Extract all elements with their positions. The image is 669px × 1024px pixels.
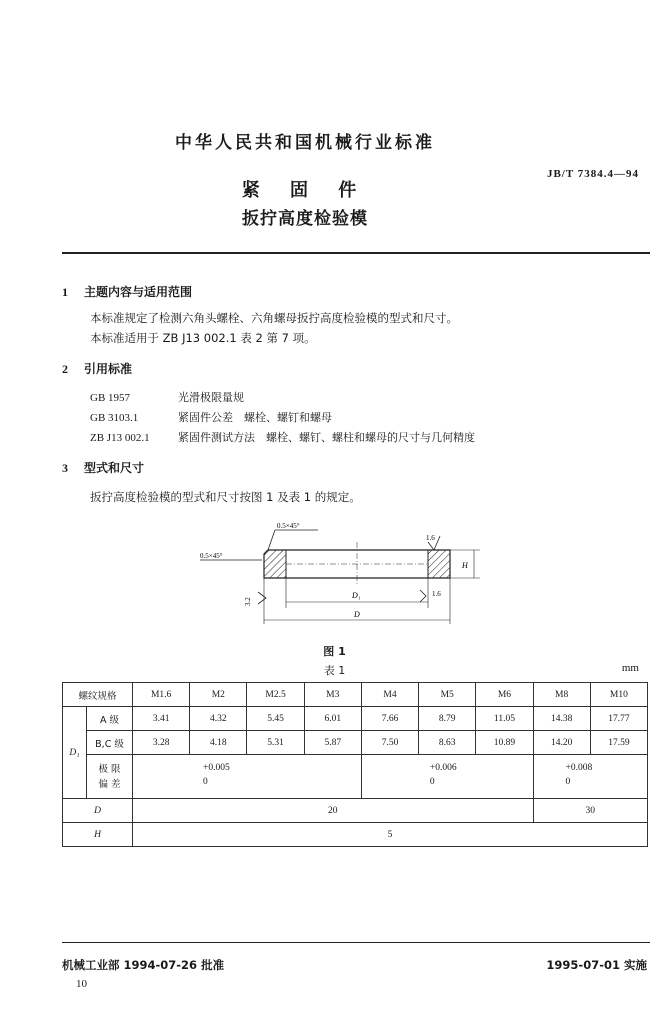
table-row — [63, 707, 648, 731]
table-row — [63, 823, 648, 847]
table-cell: 14.20 — [533, 731, 590, 755]
tolerance-upper: +0.008 — [565, 763, 593, 773]
table-cell: 4.32 — [190, 707, 247, 731]
section-hatch-left — [264, 550, 286, 578]
tolerance-cell — [361, 755, 533, 799]
table-cell: 5.31 — [247, 731, 304, 755]
tolerance-upper: +0.006 — [429, 763, 457, 773]
figure-caption: 图 1 — [323, 645, 346, 658]
roughness-left-label: 3.2 — [244, 597, 252, 606]
gauge-drawing — [200, 520, 490, 640]
section-title: 引用标准 — [84, 362, 133, 376]
table-cell: 14.38 — [533, 707, 590, 731]
roughness-top-label: 1.6 — [426, 534, 435, 542]
header-rule — [62, 252, 650, 254]
table-cell: 7.50 — [361, 731, 418, 755]
section-number: 3 — [62, 461, 68, 475]
table-cell: 5.87 — [304, 731, 361, 755]
table-row — [63, 755, 648, 799]
tolerance-label-line: 偏 差 — [98, 778, 121, 790]
dim-d1-label: D₁ — [352, 591, 361, 600]
table-cell: 10.89 — [476, 731, 533, 755]
row-label-grade-a: A 级 — [87, 707, 133, 731]
roughness-symbol — [258, 592, 266, 604]
dim-d-label: D — [354, 610, 360, 619]
roughness-bottom-label: 1.6 — [432, 590, 441, 598]
table-unit: mm — [621, 662, 639, 674]
tolerance-lower: 0 — [203, 777, 208, 787]
table-cell: 5.45 — [247, 707, 304, 731]
table-caption: 表 1 — [323, 664, 346, 677]
table-cell: 17.77 — [590, 707, 647, 731]
table-cell: 3.28 — [133, 731, 190, 755]
table-header-row — [63, 683, 648, 707]
section-number: 2 — [62, 362, 68, 376]
table-cell: 3.41 — [133, 707, 190, 731]
table-row — [63, 731, 648, 755]
tolerance-lower: 0 — [565, 777, 571, 787]
table-cell: 6.01 — [304, 707, 361, 731]
header-cell: 螺纹规格 — [63, 683, 133, 707]
roughness-symbol — [420, 590, 426, 602]
tolerance-label-line: 极 限 — [98, 763, 121, 775]
header-cell: M6 — [476, 683, 533, 707]
section-title: 型式和尺寸 — [84, 461, 145, 475]
section-1-para-2: 本标准适用于 ZB J13 002.1 表 2 第 7 项。 — [90, 331, 316, 345]
dim-h-label: H — [462, 561, 468, 570]
table-cell: 17.59 — [590, 731, 647, 755]
tolerance-cell — [533, 755, 647, 799]
effective-date: 1995-07-01 实施 — [546, 958, 647, 972]
table-row — [63, 799, 648, 823]
header-cell: M8 — [533, 683, 590, 707]
doc-title-sub: 扳拧高度检验模 — [242, 209, 368, 229]
reference-name: 紧固件测试方法 螺栓、螺钉、螺柱和螺母的尺寸与几何精度 — [178, 431, 475, 444]
table-cell: 30 — [533, 799, 647, 823]
section-number: 1 — [62, 285, 68, 299]
section-1-heading — [62, 283, 192, 300]
reference-code: GB 3103.1 — [90, 412, 139, 424]
header-cell: M2 — [190, 683, 247, 707]
reference-row — [90, 409, 332, 425]
header-cell: M2.5 — [247, 683, 304, 707]
row-label-d: D — [63, 799, 133, 823]
header-cell: M4 — [361, 683, 418, 707]
reference-name: 光滑极限量规 — [178, 391, 244, 404]
row-label-grade-bc: B,C 级 — [87, 731, 133, 755]
reference-name: 紧固件公差 螺栓、螺钉和螺母 — [178, 411, 332, 424]
reference-row — [90, 429, 475, 445]
tolerance-upper: +0.005 — [203, 763, 230, 773]
header-cell: M3 — [304, 683, 361, 707]
footer-rule — [62, 942, 650, 943]
section-1-para-1: 本标准规定了检测六角头螺栓、六角螺母扳拧高度检验模的型式和尺寸。 — [90, 311, 458, 325]
approval-note: 机械工业部 1994-07-26 批准 — [62, 958, 225, 972]
page-number: 10 — [76, 978, 87, 990]
section-title: 主题内容与适用范围 — [84, 285, 193, 299]
org-title: 中华人民共和国机械行业标准 — [175, 133, 435, 153]
table-cell: 11.05 — [476, 707, 533, 731]
reference-row — [90, 389, 244, 405]
table-cell: 4.18 — [190, 731, 247, 755]
table-cell: 8.63 — [419, 731, 476, 755]
standard-number: JB/T 7384.4—94 — [546, 168, 639, 180]
chamfer-left-label: 0.5×45° — [200, 552, 223, 560]
section-hatch-right — [428, 550, 450, 578]
row-label-h: H — [63, 823, 133, 847]
table-cell: 7.66 — [361, 707, 418, 731]
header-cell: M10 — [590, 683, 647, 707]
section-2-heading — [62, 360, 132, 377]
reference-code: GB 1957 — [90, 392, 131, 404]
reference-code: ZB J13 002.1 — [90, 432, 150, 444]
doc-title-main: 紧 固 件 — [241, 180, 369, 201]
table-cell: 8.79 — [419, 707, 476, 731]
section-3-para-1: 扳拧高度检验模的型式和尺寸按图 1 及表 1 的规定。 — [90, 490, 361, 504]
leader-line — [268, 530, 275, 550]
tolerance-lower: 0 — [429, 777, 435, 787]
header-cell: M5 — [419, 683, 476, 707]
dimension-table — [62, 682, 648, 847]
table-cell: 5 — [133, 823, 648, 847]
tolerance-cell — [133, 755, 362, 799]
row-label-tolerance — [87, 755, 133, 799]
header-cell: M1.6 — [133, 683, 190, 707]
section-3-heading — [62, 459, 144, 476]
table-cell: 20 — [133, 799, 534, 823]
row-label-d1: D₁ — [63, 707, 87, 799]
chamfer-top-label: 0.5×45° — [277, 522, 300, 530]
